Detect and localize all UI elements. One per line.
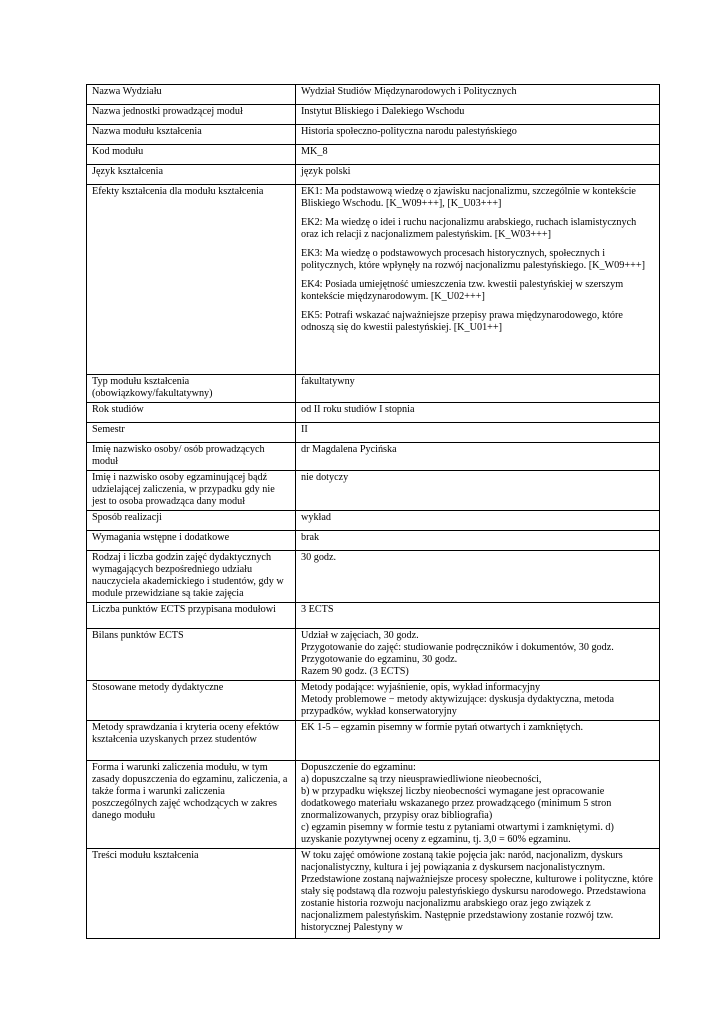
field-value bbox=[296, 403, 660, 423]
value-line: od II roku studiów I stopnia bbox=[301, 404, 415, 415]
learning-outcome: EK5: Potrafi wskazać najważniejsze przepisy prawa międzynarodowego, które odnoszą się do kwestii palestyńskiej. [K_U01++] bbox=[301, 310, 623, 333]
table-row bbox=[87, 849, 660, 939]
value-line: Metody podające: wyjaśnienie, opis, wykład informacyjny bbox=[301, 682, 541, 693]
field-value bbox=[296, 165, 660, 185]
field-value bbox=[296, 721, 660, 761]
table-row bbox=[87, 761, 660, 849]
value-line: Razem 90 godz. (3 ECTS) bbox=[301, 666, 409, 677]
field-label: Wymagania wstępne i dodatkowe bbox=[87, 531, 296, 551]
learning-outcome: EK3: Ma wiedzę o podstawowych procesach historycznych, społecznych i politycznych, które wpłynęły na rozwój nacjonalizmu palestyńskiego. [K_W09+++] bbox=[301, 248, 645, 271]
syllabus-page bbox=[86, 84, 653, 939]
value-line: c) egzamin pisemny w formie testu z pytaniami otwartymi i zamkniętymi. d) uzyskanie pozytywnej oceny z egzaminu, tj. 3,0 = 60% egzaminu. bbox=[301, 822, 614, 845]
field-value bbox=[296, 761, 660, 849]
table-row bbox=[87, 145, 660, 165]
value-line: fakultatywny bbox=[301, 376, 355, 387]
field-label: Liczba punktów ECTS przypisana modułowi bbox=[87, 603, 296, 629]
value-line: język polski bbox=[301, 166, 351, 177]
field-label: Bilans punktów ECTS bbox=[87, 629, 296, 681]
table-row bbox=[87, 423, 660, 443]
field-value bbox=[296, 629, 660, 681]
value-line: nie dotyczy bbox=[301, 472, 349, 483]
field-label: Nazwa modułu kształcenia bbox=[87, 125, 296, 145]
value-line: Wydział Studiów Międzynarodowych i Politycznych bbox=[301, 86, 517, 97]
value-line: Historia społeczno-polityczna narodu palestyńskiego bbox=[301, 126, 517, 137]
syllabus-table-body bbox=[87, 85, 660, 939]
field-value bbox=[296, 125, 660, 145]
table-row bbox=[87, 105, 660, 125]
field-label: Język kształcenia bbox=[87, 165, 296, 185]
field-value bbox=[296, 185, 660, 375]
table-row bbox=[87, 375, 660, 403]
learning-outcome: EK2: Ma wiedzę o idei i ruchu nacjonalizmu arabskiego, ruchach islamistycznych oraz ich relacji z nacjonalizmem palestyńskim. [K_W03+++] bbox=[301, 217, 637, 240]
field-value bbox=[296, 471, 660, 511]
value-line: II bbox=[301, 424, 308, 435]
value-line: Instytut Bliskiego i Dalekiego Wschodu bbox=[301, 106, 465, 117]
table-row bbox=[87, 403, 660, 423]
field-label: Semestr bbox=[87, 423, 296, 443]
field-label: Imię nazwisko osoby/ osób prowadzących moduł bbox=[87, 443, 296, 471]
field-label: Forma i warunki zaliczenia modułu, w tym zasady dopuszczenia do egzaminu, zaliczenia, a także forma i warunki zaliczenia poszczególnych zajęć wchodzących w zakres danego modułu bbox=[87, 761, 296, 849]
value-line: b) w przypadku większej liczby nieobecności wymagane jest opracowanie dodatkowego materiału wskazanego przez prowadzącego (minimum 5 stron znormalizowanych, przypisy oraz bibliografia) bbox=[301, 786, 612, 821]
value-line: Dopuszczenie do egzaminu: bbox=[301, 762, 416, 773]
field-label: Stosowane metody dydaktyczne bbox=[87, 681, 296, 721]
field-label: Treści modułu kształcenia bbox=[87, 849, 296, 939]
learning-outcome: EK4: Posiada umiejętność umieszczenia tzw. kwestii palestyńskiej w szerszym kontekście międzynarodowym. [K_U02+++] bbox=[301, 279, 624, 302]
field-label: Kod modułu bbox=[87, 145, 296, 165]
field-value bbox=[296, 551, 660, 603]
table-row bbox=[87, 531, 660, 551]
value-line: 30 godz. bbox=[301, 552, 337, 563]
table-row bbox=[87, 721, 660, 761]
field-value bbox=[296, 145, 660, 165]
table-row bbox=[87, 185, 660, 375]
field-label: Typ modułu kształcenia (obowiązkowy/fakultatywny) bbox=[87, 375, 296, 403]
field-label: Efekty kształcenia dla modułu kształcenia bbox=[87, 185, 296, 375]
table-row bbox=[87, 125, 660, 145]
field-value bbox=[296, 85, 660, 105]
field-label: Rodzaj i liczba godzin zajęć dydaktycznych wymagających bezpośredniego udziału nauczyciela akademickiego i studentów, gdy w module przewidziane są takie zajęcia bbox=[87, 551, 296, 603]
table-row bbox=[87, 603, 660, 629]
table-row bbox=[87, 551, 660, 603]
table-row bbox=[87, 629, 660, 681]
value-line: Przygotowanie do zajęć: studiowanie podręczników i dokumentów, 30 godz. bbox=[301, 642, 614, 653]
field-label: Nazwa Wydziału bbox=[87, 85, 296, 105]
value-line: 3 ECTS bbox=[301, 604, 334, 615]
field-value bbox=[296, 603, 660, 629]
table-row bbox=[87, 681, 660, 721]
value-line: wykład bbox=[301, 512, 331, 523]
table-row bbox=[87, 471, 660, 511]
table-row bbox=[87, 511, 660, 531]
value-line: MK_8 bbox=[301, 146, 328, 157]
table-row bbox=[87, 443, 660, 471]
value-line: brak bbox=[301, 532, 320, 543]
field-label: Rok studiów bbox=[87, 403, 296, 423]
value-line: Przygotowanie do egzaminu, 30 godz. bbox=[301, 654, 458, 665]
value-line: Metody problemowe − metody aktywizujące: dyskusja dydaktyczna, metoda przypadków, wykład konserwatoryjny bbox=[301, 694, 614, 717]
value-line: Udział w zajęciach, 30 godz. bbox=[301, 630, 419, 641]
field-value bbox=[296, 443, 660, 471]
value-line: EK 1-5 – egzamin pisemny w formie pytań otwartych i zamkniętych. bbox=[301, 722, 584, 733]
field-label: Sposób realizacji bbox=[87, 511, 296, 531]
field-value bbox=[296, 511, 660, 531]
field-label: Nazwa jednostki prowadzącej moduł bbox=[87, 105, 296, 125]
value-line: W toku zajęć omówione zostaną takie pojęcia jak: naród, nacjonalizm, dyskurs nacjonalistyczny, kultura i jej powiązania z dyskursem nacjonalistycznym. Przedstawione zostaną najważniejsze procesy społeczne, kulturowe i polityczne, które stały się podstawą dla rozwoju palestyńskiego dyskursu narodowego. Przedstawiona zostanie historia rozwoju nacjonalizmu arabskiego oraz jego związek z nacjonalizmem palestyńskim. Następnie przedstawiony zostanie rozwój tzw. historycznej Palestyny w bbox=[301, 850, 653, 933]
module-syllabus-table bbox=[86, 84, 660, 939]
field-value bbox=[296, 105, 660, 125]
learning-outcome: EK1: Ma podstawową wiedzę o zjawisku nacjonalizmu, szczególnie w kontekście Bliskiego Wschodu. [K_W09+++], [K_U03+++] bbox=[301, 186, 636, 209]
field-value bbox=[296, 681, 660, 721]
field-value bbox=[296, 423, 660, 443]
field-label: Metody sprawdzania i kryteria oceny efektów kształcenia uzyskanych przez studentów bbox=[87, 721, 296, 761]
value-line: a) dopuszczalne są trzy nieusprawiedliwione nieobecności, bbox=[301, 774, 542, 785]
table-row bbox=[87, 165, 660, 185]
field-label: Imię i nazwisko osoby egzaminującej bądź udzielającej zaliczenia, w przypadku gdy nie jest to osoba prowadząca dany moduł bbox=[87, 471, 296, 511]
field-value bbox=[296, 849, 660, 939]
value-line: dr Magdalena Pycińska bbox=[301, 444, 397, 455]
field-value bbox=[296, 531, 660, 551]
table-row bbox=[87, 85, 660, 105]
field-value bbox=[296, 375, 660, 403]
